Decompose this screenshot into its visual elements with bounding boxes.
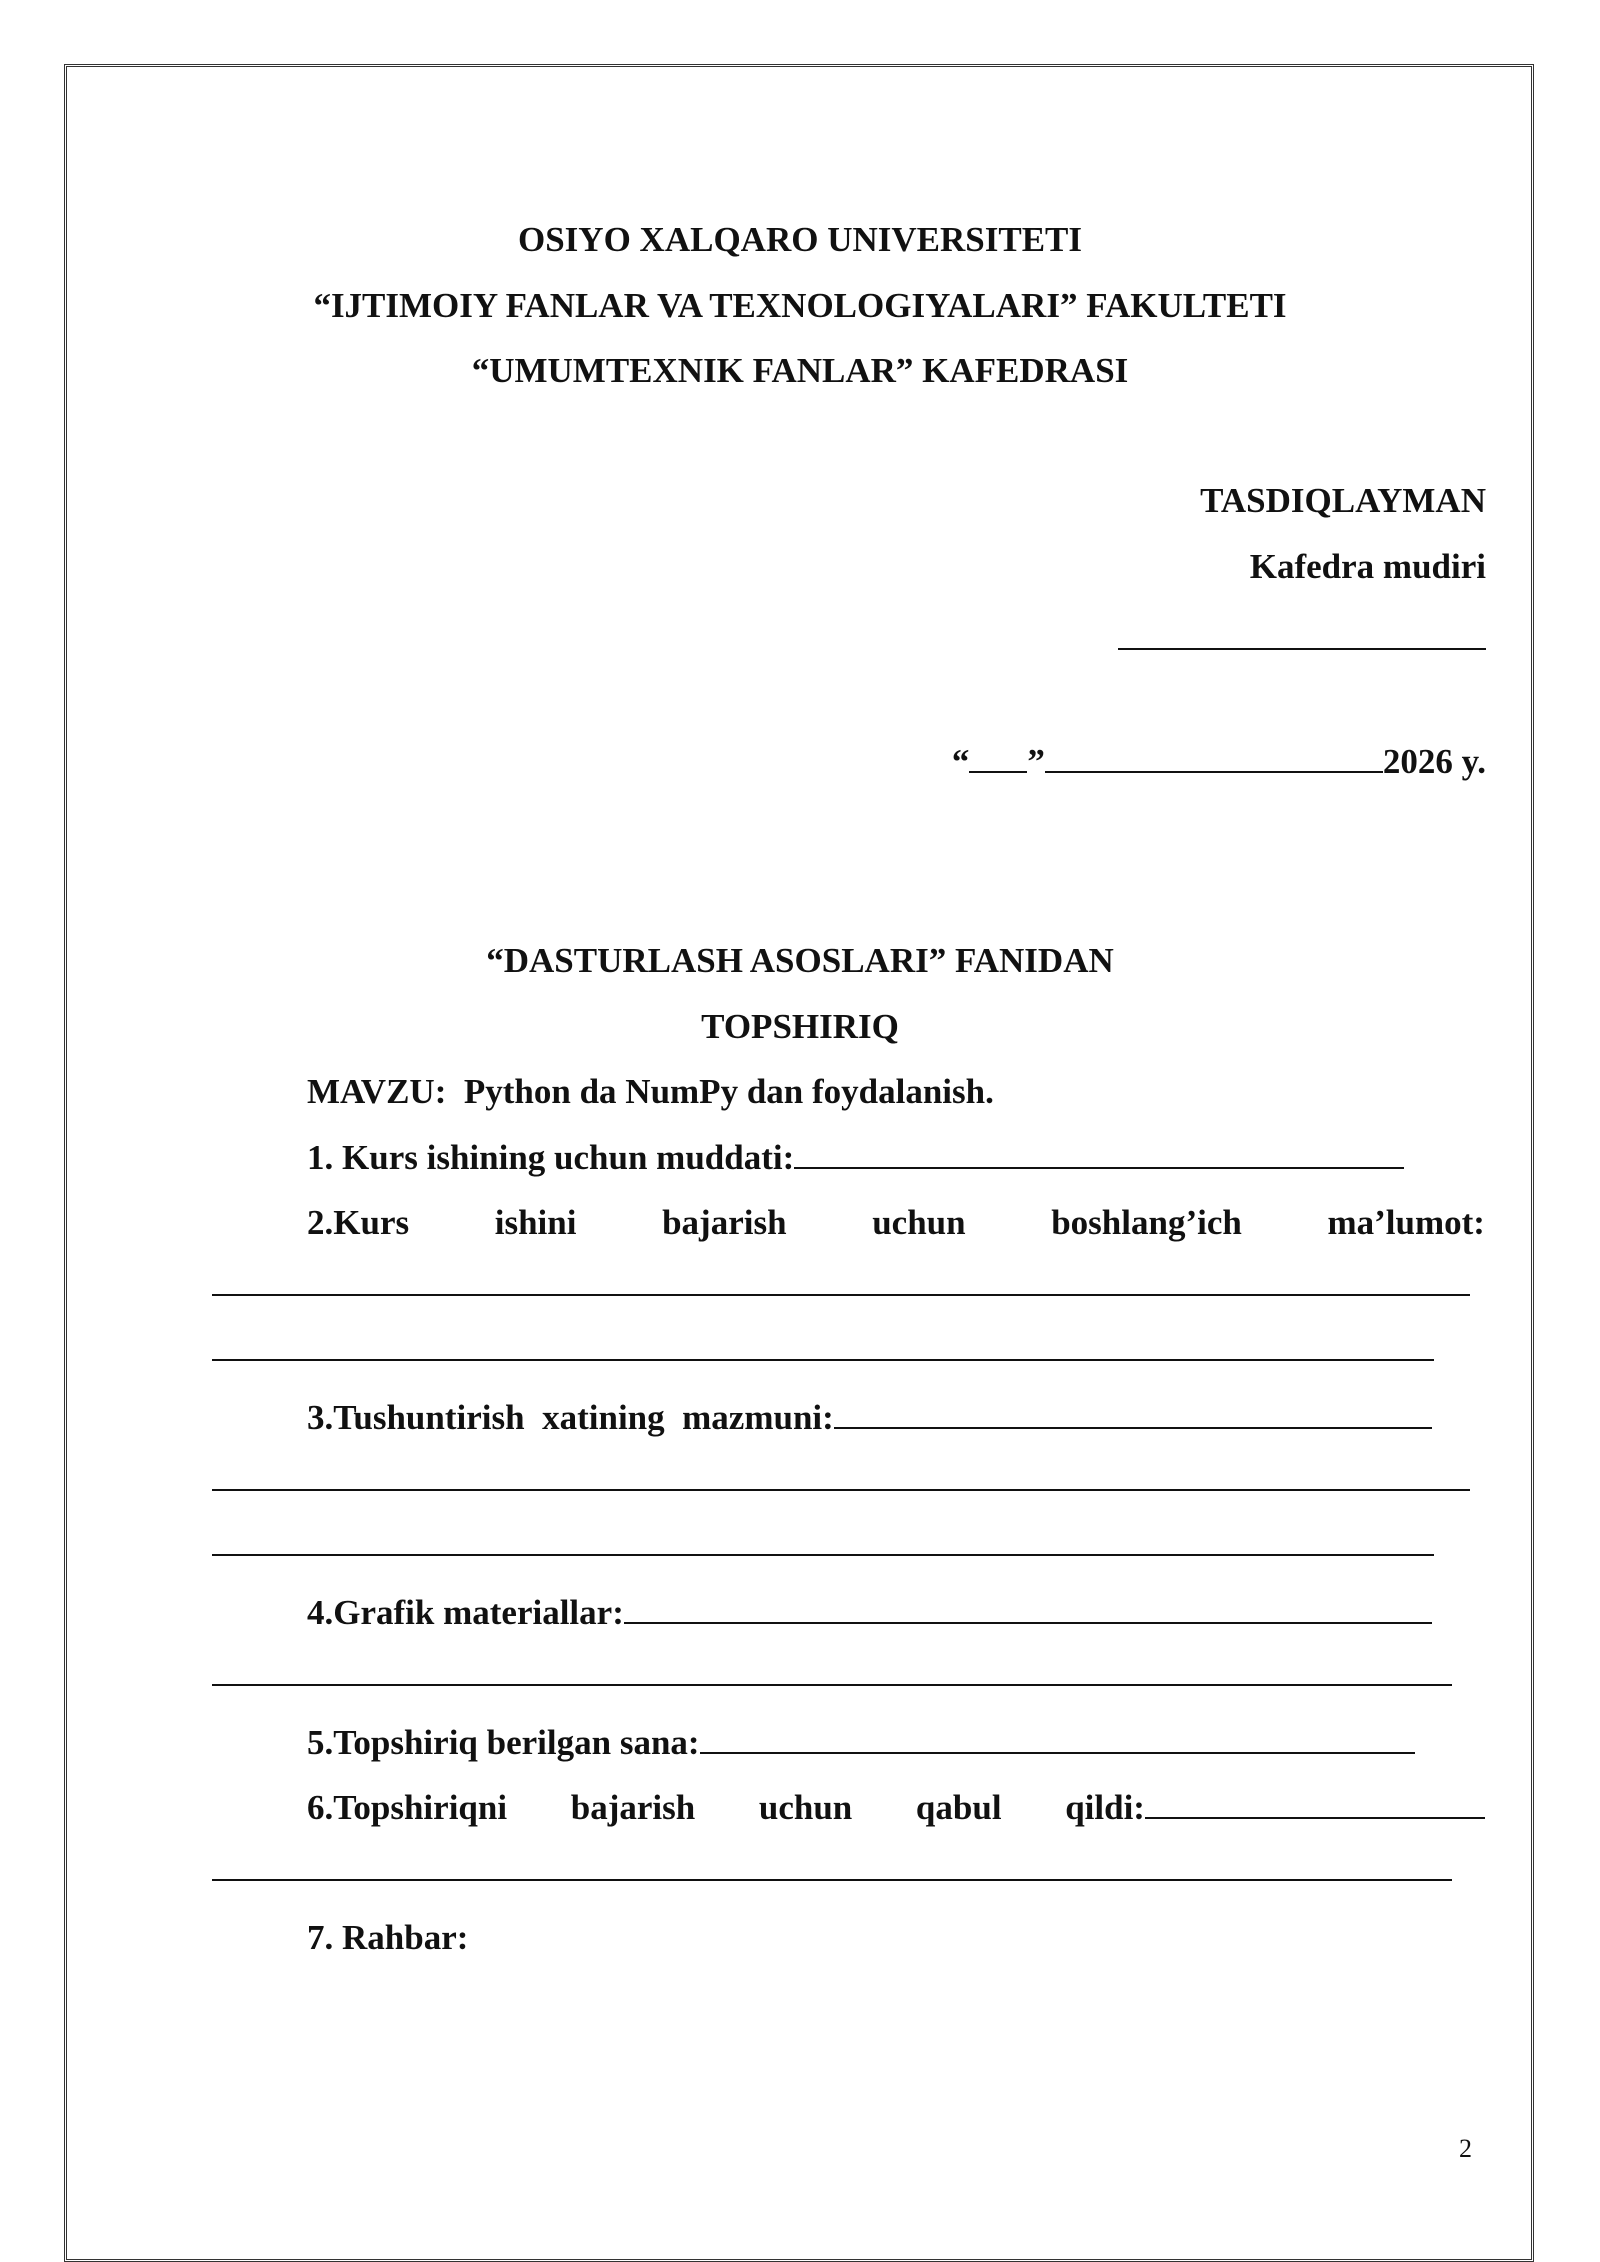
item-2-word: boshlang’ich [1051, 1203, 1242, 1242]
item-4-blank-line-1 [212, 1684, 1452, 1686]
approval-date [952, 740, 1486, 784]
item-6-word: 6.Topshiriqni [307, 1788, 508, 1827]
item-6-blank [1145, 1816, 1485, 1819]
item-2-word: ma’lumot: [1327, 1203, 1485, 1242]
date-month-blank [1045, 770, 1383, 773]
topic-value: Python da NumPy dan foydalanish. [463, 1072, 994, 1111]
date-day-blank [969, 770, 1027, 773]
item-2-word: 2.Kurs [307, 1203, 410, 1242]
date-year: 2026 y. [1382, 742, 1486, 781]
item-6 [307, 1786, 1485, 1830]
assignment-title: TOPSHIRIQ [701, 1007, 899, 1046]
subject-title: “DASTURLASH ASOSLARI” FANIDAN [486, 941, 1114, 980]
item-3-word: xatining [542, 1398, 665, 1437]
item-6-word: qildi: [1065, 1788, 1145, 1827]
date-close-quote: ” [1027, 742, 1045, 781]
item-3-blank [834, 1426, 1432, 1429]
item-1-label: 1. Kurs ishining uchun muddati: [307, 1138, 795, 1177]
item-4 [307, 1591, 1432, 1635]
topic-label: MAVZU: [307, 1072, 447, 1111]
item-6-last [1065, 1786, 1485, 1830]
item-5-label: 5.Topshiriq berilgan sana: [307, 1723, 700, 1762]
item-2-blank-line-2 [212, 1359, 1434, 1361]
item-2-blank-line-1 [212, 1294, 1470, 1296]
item-1 [307, 1136, 1404, 1180]
item-2-word: bajarish [662, 1203, 787, 1242]
approval-title: TASDIQLAYMAN [1200, 481, 1486, 520]
item-5-blank [700, 1751, 1415, 1754]
item-2 [307, 1201, 1485, 1245]
item-1-blank [794, 1166, 1404, 1169]
date-open-quote: “ [951, 742, 970, 781]
item-3-blank-line-1 [212, 1489, 1470, 1491]
item-7: 7. Rahbar: [307, 1918, 469, 1957]
item-6-blank-line-1 [212, 1879, 1452, 1881]
item-6-word: bajarish [570, 1788, 696, 1827]
item-3 [307, 1396, 1432, 1440]
item-3-word: mazmuni: [682, 1398, 834, 1437]
item-2-word: uchun [872, 1203, 966, 1242]
item-4-label: 4.Grafik materiallar: [307, 1593, 624, 1632]
signature-line [1118, 648, 1486, 650]
item-3-blank-line-2 [212, 1554, 1434, 1556]
faculty-name: “IJTIMOIY FANLAR VA TEXNOLOGIYALARI” FAKULTETI [313, 286, 1287, 325]
page-number: 2 [1459, 2134, 1472, 2163]
item-5 [307, 1721, 1415, 1765]
university-name: OSIYO XALQARO UNIVERSITETI [517, 220, 1083, 259]
topic-line [307, 1070, 994, 1114]
department-name: “UMUMTEXNIK FANLAR” KAFEDRASI [471, 351, 1129, 390]
item-4-blank [624, 1621, 1432, 1624]
approval-role: Kafedra mudiri [1249, 547, 1486, 586]
item-3-word: 3.Tushuntirish [307, 1398, 525, 1437]
item-6-word: uchun [758, 1788, 853, 1827]
item-6-word: qabul [915, 1788, 1002, 1827]
item-2-word: ishini [494, 1203, 577, 1242]
